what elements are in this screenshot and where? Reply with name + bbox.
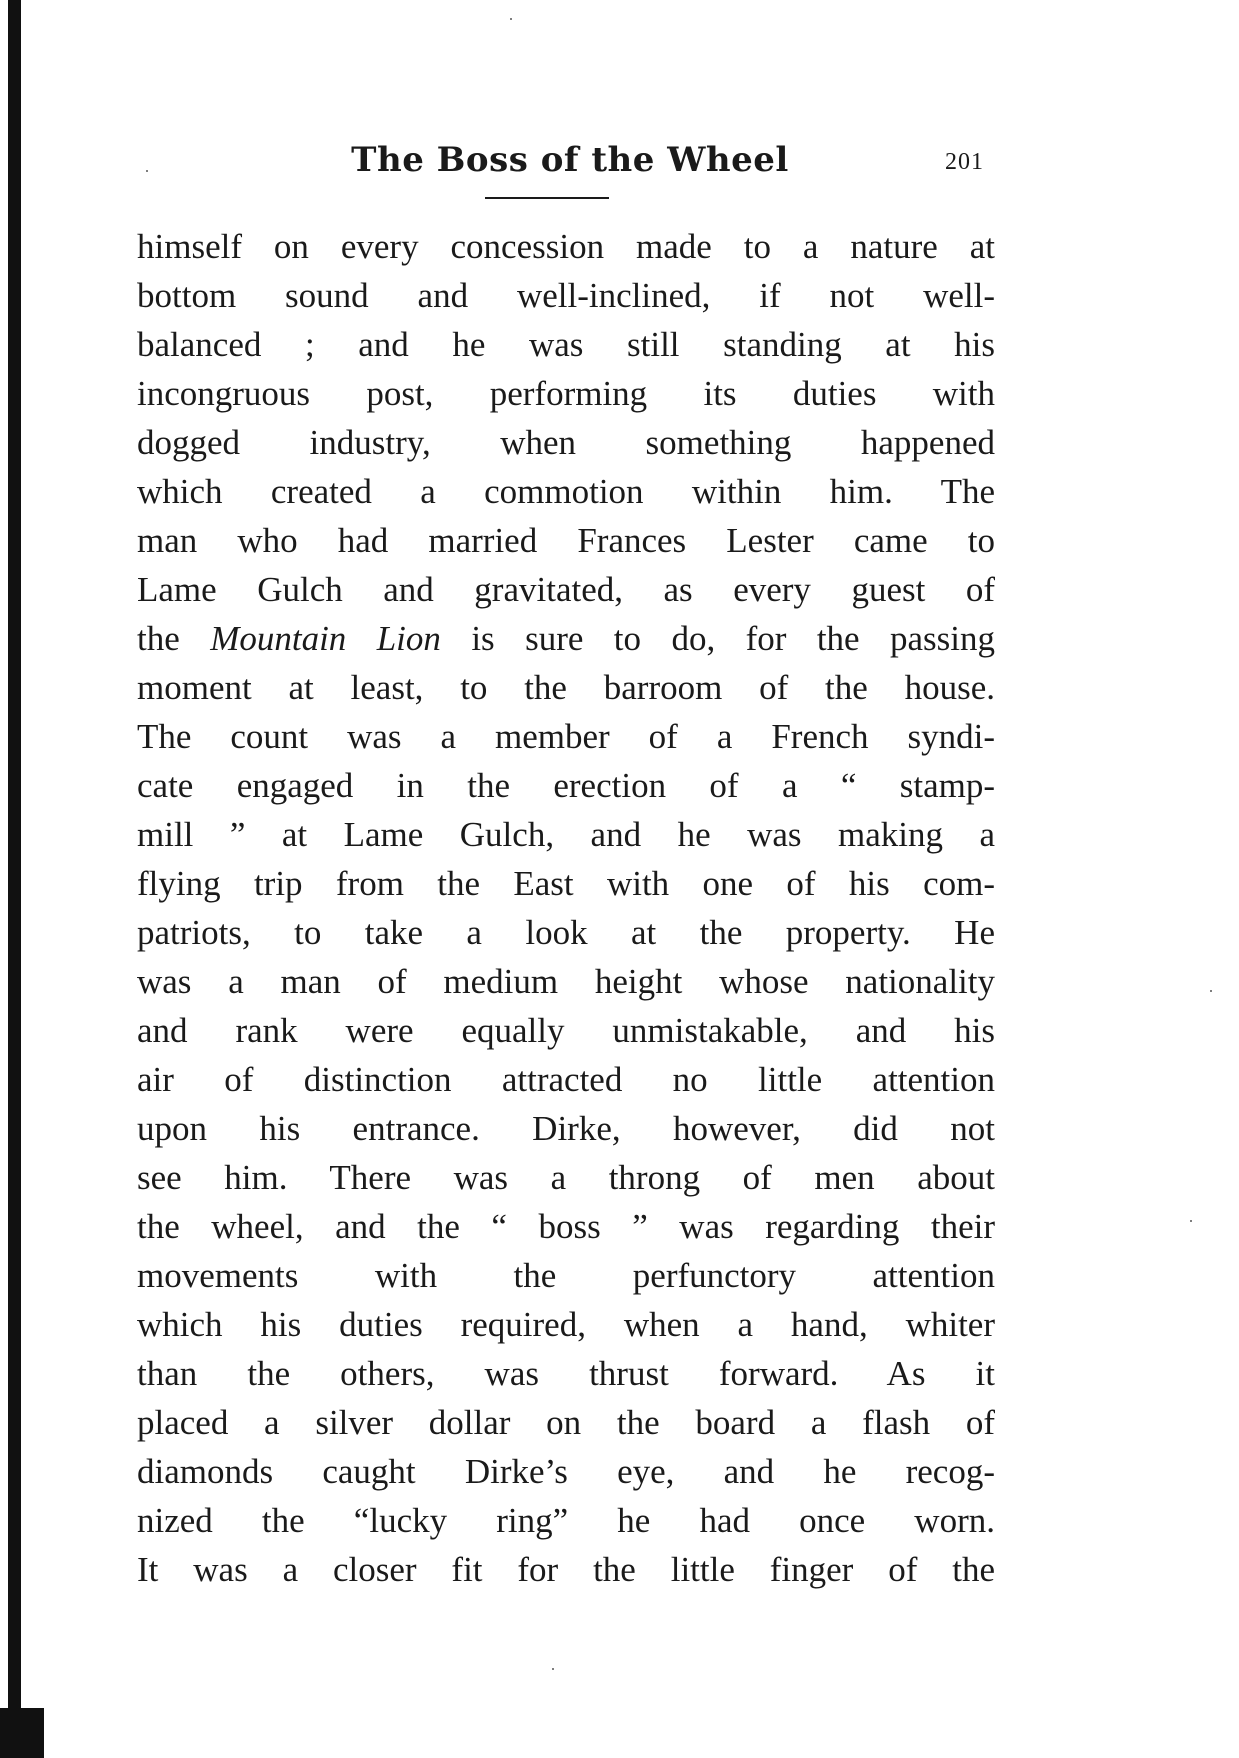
running-head xyxy=(0,138,1239,208)
text-line: nized the “lucky ring” he had once worn. xyxy=(137,1501,995,1540)
text-line: flying trip from the East with one of his com- xyxy=(137,864,995,903)
text-line: moment at least, to the barroom of the house. xyxy=(137,668,995,707)
scan-speck xyxy=(146,170,148,172)
binding-edge-foot xyxy=(0,1708,44,1758)
text-segment: the xyxy=(137,619,211,658)
text-line: was a man of medium height whose nationality xyxy=(137,962,995,1001)
text-line: movements with the perfunctory attention xyxy=(137,1256,995,1295)
text-line: air of distinction attracted no little attention xyxy=(137,1060,995,1099)
text-line: the wheel, and the “ boss ” was regarding their xyxy=(137,1207,995,1246)
text-line: which his duties required, when a hand, whiter xyxy=(137,1305,995,1344)
text-line: dogged industry, when something happened xyxy=(137,423,995,462)
text-line: see him. There was a throng of men about xyxy=(137,1158,995,1197)
text-line xyxy=(137,614,995,663)
running-title: The Boss of the Wheel xyxy=(351,140,789,180)
text-line: cate engaged in the erection of a “ stamp- xyxy=(137,766,995,805)
text-line: Lame Gulch and gravitated, as every guest of xyxy=(137,570,995,609)
text-line: himself on every concession made to a nature at xyxy=(137,227,995,266)
text-line: than the others, was thrust forward. As it xyxy=(137,1354,995,1393)
text-line: balanced ; and he was still standing at his xyxy=(137,325,995,364)
text-line: diamonds caught Dirke’s eye, and he recog- xyxy=(137,1452,995,1491)
text-line: upon his entrance. Dirke, however, did not xyxy=(137,1109,995,1148)
text-line: It was a closer fit for the little finger of the xyxy=(137,1550,995,1589)
page-number: 201 xyxy=(945,149,984,175)
scan-speck xyxy=(510,18,512,20)
binding-edge xyxy=(8,0,21,1736)
body-text xyxy=(137,222,995,1594)
text-line: bottom sound and well-inclined, if not well- xyxy=(137,276,995,315)
text-line: patriots, to take a look at the property. He xyxy=(137,913,995,952)
text-line: mill ” at Lame Gulch, and he was making a xyxy=(137,815,995,854)
text-line: The count was a member of a French syndi- xyxy=(137,717,995,756)
italic-hotel-name: Mountain Lion xyxy=(210,619,441,658)
text-line: incongruous post, performing its duties with xyxy=(137,374,995,413)
text-line: which created a commotion within him. The xyxy=(137,472,995,511)
scan-speck xyxy=(552,1668,554,1670)
text-line: placed a silver dollar on the board a flash of xyxy=(137,1403,995,1442)
scan-speck xyxy=(1190,1220,1192,1222)
text-segment: is sure to do, for the passing xyxy=(440,619,995,658)
text-line: man who had married Frances Lester came to xyxy=(137,521,995,560)
scan-speck xyxy=(1210,990,1212,992)
head-rule xyxy=(485,197,609,199)
text-line: and rank were equally unmistakable, and his xyxy=(137,1011,995,1050)
